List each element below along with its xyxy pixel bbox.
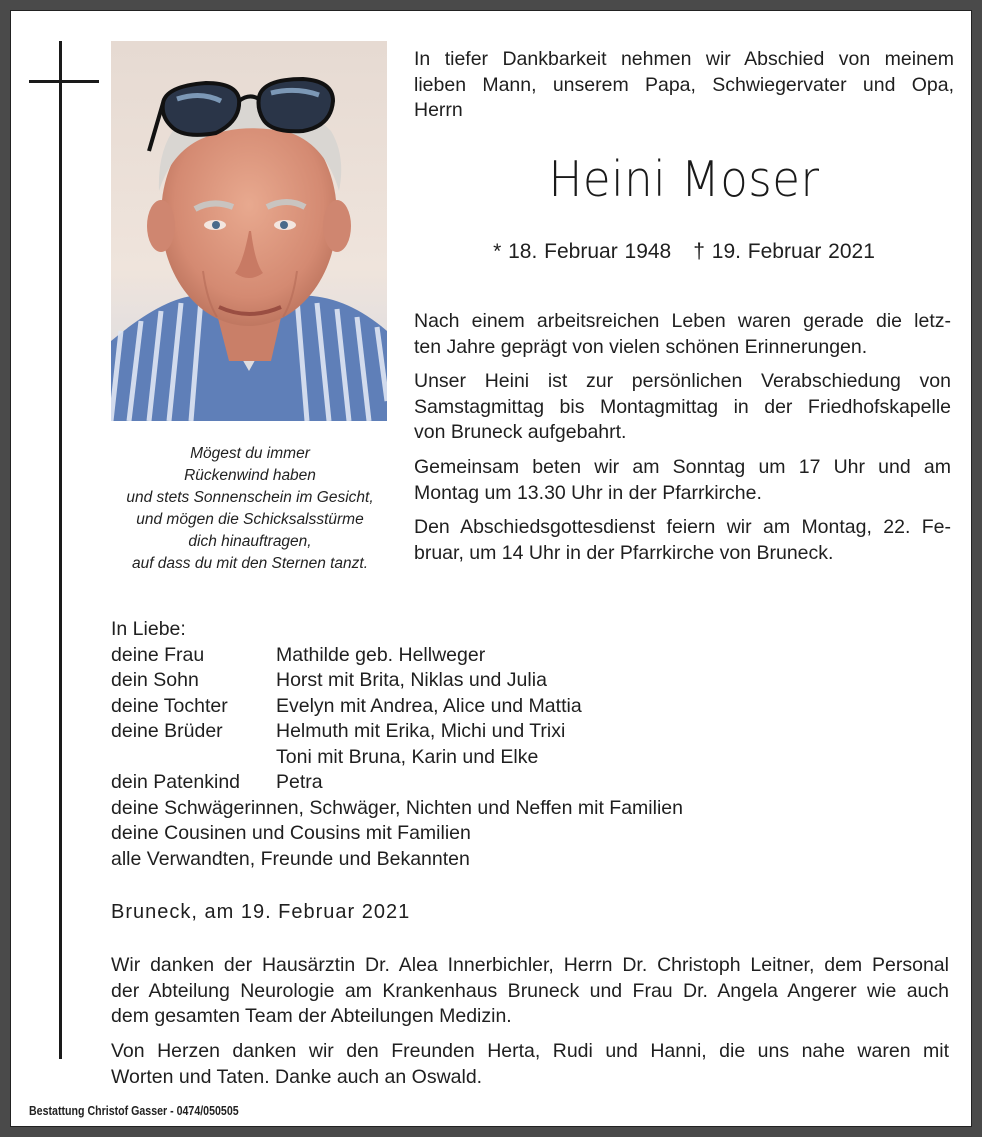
cross-vertical-bar (59, 41, 62, 1059)
paragraph-line: Nach einem arbeitsreichen Leben waren gerade die letz- (414, 310, 951, 332)
family-row (111, 643, 951, 669)
death-date: † 19. Februar 2021 (693, 240, 875, 263)
portrait-photo (111, 41, 387, 421)
poem-line: auf dass du mit den Sternen tanzt. (131, 555, 369, 572)
thanks-line: Von Herzen danken wir den Freunden Herta, Rudi und Hanni, die uns nahe waren mit (111, 1040, 949, 1062)
thanks-friends (111, 1039, 949, 1090)
family-others-line: deine Cousinen und Cousins mit Familien (111, 822, 471, 844)
intro-line: Herrn (414, 99, 463, 121)
deceased-name: Heini Moser (548, 151, 820, 208)
thanks-medical (111, 953, 949, 1030)
family-role: deine Frau (111, 643, 205, 666)
family-role: deine Tochter (111, 694, 228, 717)
family-names: Evelyn mit Andrea, Alice und Mattia (276, 694, 582, 717)
paragraph-line: von Bruneck aufgebahrt. (414, 421, 627, 443)
portrait-illustration (111, 41, 387, 421)
life-dates (414, 240, 954, 264)
family-row (111, 694, 951, 720)
thanks-line: Worten und Taten. Danke auch an Oswald. (111, 1065, 483, 1088)
paragraph-line: ten Jahre geprägt von vielen schönen Erinnerungen. (414, 335, 868, 358)
paragraph-line: Den Abschiedsgottesdienst feiern wir am Montag, 22. Fe- (414, 516, 951, 538)
family-list (111, 617, 951, 872)
thanks-line: dem gesamten Team der Abteilungen Medizin. (111, 1005, 512, 1027)
intro-text (414, 47, 954, 124)
thanks-line: Wir danken der Hausärztin Dr. Alea Innerbichler, Herrn Dr. Christoph Leitner, dem Personal (111, 954, 949, 976)
poem-line: Mögest du immer (190, 445, 310, 462)
family-role (111, 745, 276, 771)
family-names: Mathilde geb. Hellweger (276, 643, 486, 666)
family-row (111, 719, 951, 745)
family-row (111, 745, 951, 771)
family-row (111, 770, 951, 796)
intro-line: lieben Mann, unserem Papa, Schwiegervater und Opa, (414, 73, 954, 96)
thanks-line: der Abteilung Neurologie am Krankenhaus Bruneck und Frau Dr. Angela Angerer wie auch (111, 979, 949, 1002)
paragraph-line: bruar, um 14 Uhr in der Pfarrkirche von Bruneck. (414, 541, 834, 564)
poem (107, 443, 393, 575)
family-heading: In Liebe: (111, 618, 186, 640)
family-role: dein Patenkind (111, 771, 241, 793)
family-names: Petra (276, 771, 323, 793)
paragraph-line: Samstagmittag bis Montagmittag in der Friedhofskapelle (414, 395, 951, 418)
family-row (111, 668, 951, 694)
poem-line: dich hinauftragen, (188, 533, 312, 550)
paragraph-prayer (414, 455, 951, 506)
paragraph-viewing (414, 369, 951, 446)
paragraph-line: Unser Heini ist zur persönlichen Verabschiedung von (414, 370, 951, 392)
paragraph-line: Gemeinsam beten wir am Sonntag um 17 Uhr und am (414, 456, 951, 478)
family-role: deine Brüder (111, 720, 223, 742)
intro-line: In tiefer Dankbarkeit nehmen wir Abschied von meinem (414, 48, 954, 70)
paragraph-line: Montag um 13.30 Uhr in der Pfarrkirche. (414, 481, 762, 504)
funeral-home-footer: Bestattung Christof Gasser - 0474/050505 (29, 1104, 239, 1118)
cross-horizontal-bar (29, 80, 99, 83)
family-others-line: deine Schwägerinnen, Schwäger, Nichten und Neffen mit Familien (111, 796, 683, 819)
family-others-line: alle Verwandten, Freunde und Bekannten (111, 847, 470, 870)
poem-line: und stets Sonnenschein im Gesicht, (126, 489, 374, 506)
poem-line: und mögen die Schicksalsstürme (136, 511, 364, 528)
place-date: Bruneck, am 19. Februar 2021 (111, 901, 411, 923)
paragraph-service (414, 515, 951, 566)
paragraph-life (414, 309, 951, 360)
birth-date: * 18. Februar 1948 (493, 240, 672, 263)
poem-line: Rückenwind haben (184, 467, 316, 484)
family-names: Helmuth mit Erika, Michi und Trixi (276, 720, 566, 742)
family-names: Toni mit Bruna, Karin und Elke (276, 745, 539, 768)
family-names: Horst mit Brita, Niklas und Julia (276, 669, 547, 691)
obituary-page (10, 10, 972, 1127)
family-role: dein Sohn (111, 669, 199, 691)
